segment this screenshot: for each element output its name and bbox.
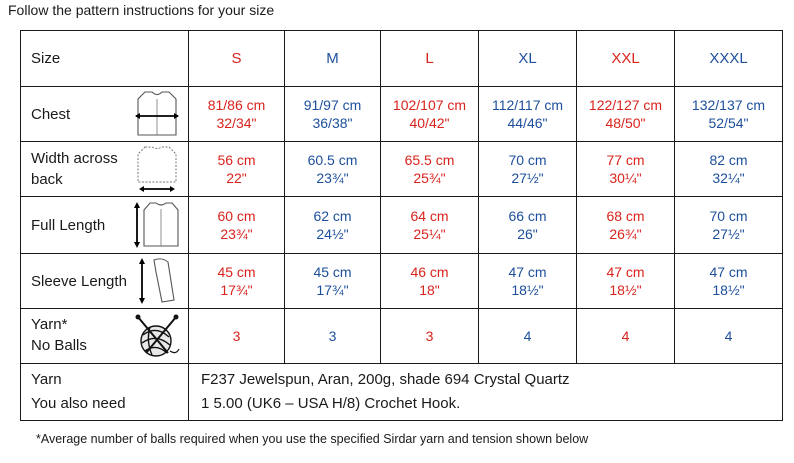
chest-label: Chest (31, 106, 71, 123)
size-xxl: XXL (577, 31, 675, 87)
value-in: 23¾" (316, 170, 349, 186)
value-cm: 70 cm (709, 208, 748, 224)
value-cm: 45 cm (217, 264, 256, 280)
ball-count: 3 (189, 309, 285, 364)
value-cm: 122/127 cm (588, 97, 663, 113)
value-cm: 70 cm (508, 152, 547, 168)
size-xxxl: XXXL (675, 31, 783, 87)
instruction-heading: Follow the pattern instructions for your size (8, 2, 275, 18)
size-header-row (21, 31, 783, 87)
value-in: 25¾" (413, 170, 446, 186)
sleeve-length-row (21, 254, 783, 309)
value-in: 23¾" (220, 226, 253, 242)
ball-count: 4 (577, 309, 675, 364)
value-in: 26¾" (609, 226, 642, 242)
value-cm: 82 cm (709, 152, 748, 168)
value-in: 17¾" (316, 282, 349, 298)
value-cm: 47 cm (508, 264, 547, 280)
yarn-balls-row (21, 309, 783, 364)
yarn-value: F237 Jewelspun, Aran, 200g, shade 694 Crystal Quartz (201, 371, 570, 388)
size-l: L (381, 31, 479, 87)
size-table (20, 30, 783, 421)
value-cm: 81/86 cm (207, 97, 266, 113)
value-in: 32¼" (712, 170, 745, 186)
value-cm: 91/97 cm (303, 97, 362, 113)
label-line-2: No Balls (31, 337, 87, 354)
footnote: *Average number of balls required when you use the specified Sirdar yarn and tension shown below (36, 432, 589, 446)
materials-info (189, 364, 783, 421)
width-across-back-label (31, 148, 118, 190)
yarn-balls-label (31, 314, 87, 356)
width-across-back-row (21, 142, 783, 197)
size-label: Size (31, 50, 61, 67)
ball-count: 3 (381, 309, 479, 364)
size-label-cell (21, 31, 189, 87)
label-line-1: Yarn* (31, 316, 68, 333)
also-need-value: 1 5.00 (UK6 – USA H/8) Crochet Hook. (201, 395, 461, 412)
label-line-2: back (31, 171, 63, 188)
value-in: 52/54" (708, 115, 749, 131)
yarn-label: Yarn (31, 371, 62, 388)
value-cm: 46 cm (410, 264, 449, 280)
value-cm: 56 cm (217, 152, 256, 168)
label-line-1: Width across (31, 150, 118, 167)
full-length-label: Full Length (31, 217, 106, 234)
value-in: 27½" (511, 170, 544, 186)
value-cm: 60 cm (217, 208, 256, 224)
value-in: 18½" (609, 282, 642, 298)
materials-row (21, 364, 783, 421)
value-cm: 47 cm (606, 264, 645, 280)
materials-labels (31, 368, 126, 416)
also-need-label: You also need (31, 395, 126, 412)
value-cm: 60.5 cm (307, 152, 358, 168)
value-cm: 102/107 cm (392, 97, 467, 113)
value-in: 24½" (316, 226, 349, 242)
value-cm: 132/137 cm (691, 97, 766, 113)
ball-count: 4 (675, 309, 783, 364)
size-xl: XL (479, 31, 577, 87)
value-in: 32/34" (216, 115, 257, 131)
value-cm: 45 cm (313, 264, 352, 280)
chest-measurement-icon (132, 89, 182, 139)
value-in: 48/50" (605, 115, 646, 131)
full-length-row (21, 197, 783, 254)
value-in: 30¼" (609, 170, 642, 186)
value-cm: 77 cm (606, 152, 645, 168)
value-in: 17¾" (220, 282, 253, 298)
value-cm: 66 cm (508, 208, 547, 224)
value-in: 26" (517, 226, 538, 242)
value-in: 18½" (712, 282, 745, 298)
value-in: 22" (226, 170, 247, 186)
sleeve-length-label: Sleeve Length (31, 273, 127, 290)
value-in: 40/42" (409, 115, 450, 131)
value-in: 27½" (712, 226, 745, 242)
value-in: 36/38" (312, 115, 353, 131)
sleeve-length-measurement-icon (132, 256, 182, 306)
value-in: 18½" (511, 282, 544, 298)
value-cm: 47 cm (709, 264, 748, 280)
back-width-measurement-icon (132, 144, 182, 194)
value-in: 18" (419, 282, 440, 298)
ball-count: 4 (479, 309, 577, 364)
chest-row (21, 87, 783, 142)
value-cm: 112/117 cm (491, 97, 564, 113)
ball-count: 3 (285, 309, 381, 364)
yarn-ball-icon (132, 311, 182, 361)
value-cm: 64 cm (410, 208, 449, 224)
value-in: 44/46" (507, 115, 548, 131)
value-cm: 68 cm (606, 208, 645, 224)
size-s: S (189, 31, 285, 87)
value-cm: 62 cm (313, 208, 352, 224)
value-cm: 65.5 cm (404, 152, 455, 168)
full-length-measurement-icon (132, 200, 182, 250)
size-m: M (285, 31, 381, 87)
value-in: 25¼" (413, 226, 446, 242)
